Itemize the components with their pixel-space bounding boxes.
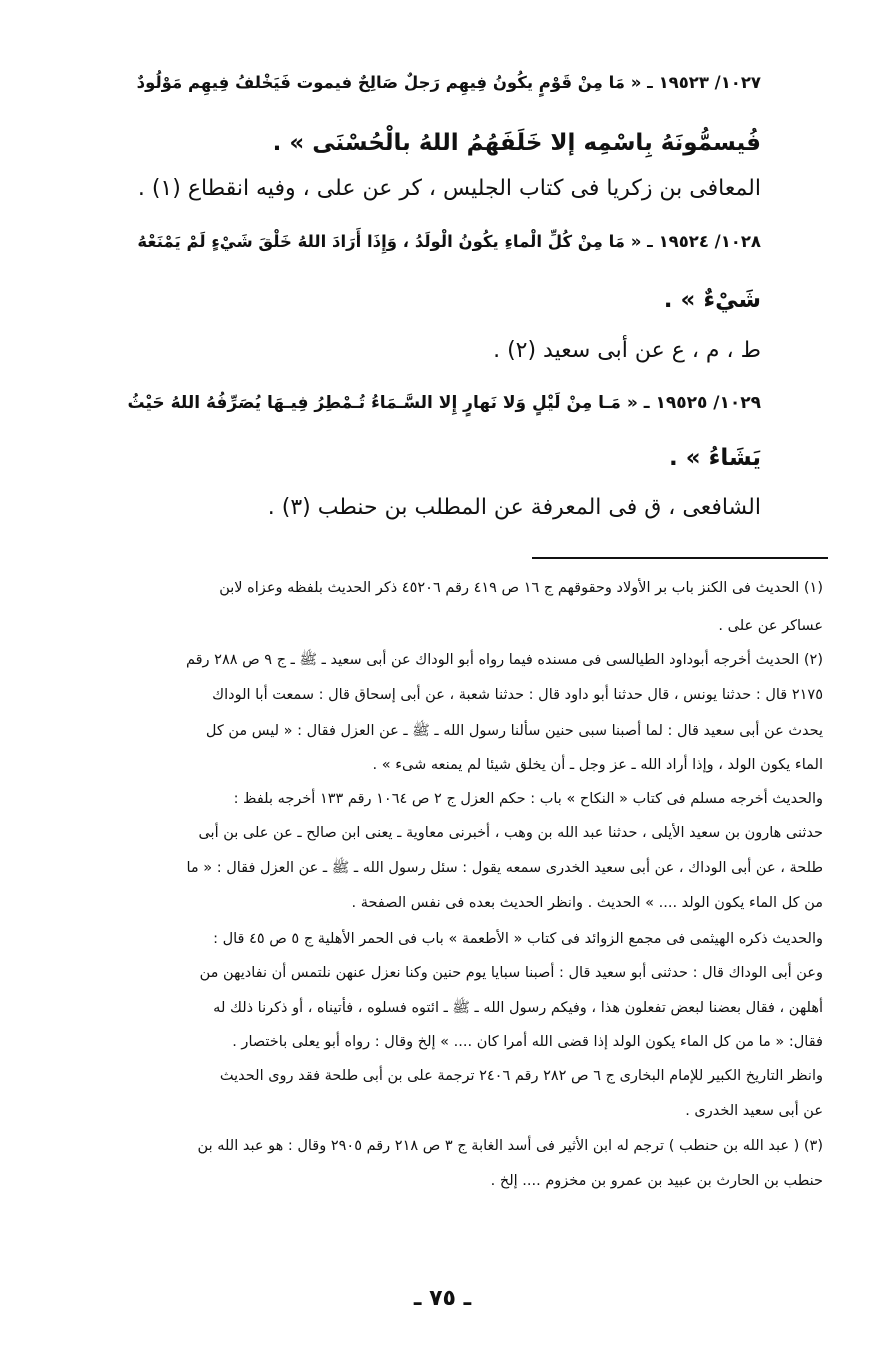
page-number: ـ ٧٥ ـ — [413, 1286, 472, 1311]
footnote-2-line-14: عن أبى سعيد الخدرى . — [685, 1103, 823, 1119]
footnote-2-line-6: حدثنى هارون بن سعيد الأيلى ، حدثنا عبد الله بن وهب ، أخبرنى معاوية ـ يعنى ابن صالح ـ عن على بن أبى — [198, 825, 823, 841]
hadith-1027-line-1: ١٠٢٧/ ١٩٥٢٣ ـ « مَا مِنْ قَوْمٍ يكُونُ فِيهِم رَجلٌ صَالِحٌ فيموت فَيَخْلفُ فِيهِم مَوْلُودٌ — [136, 73, 761, 92]
hadith-1027-source: المعافى بن زكريا فى كتاب الجليس ، كر عن على ، وفيه انقطاع (١) . — [137, 176, 761, 201]
footnote-2-line-2: ٢١٧٥ قال : حدثنا يونس ، قال حدثنا أبو داود قال : حدثنا شعبة ، عن أبى إسحاق قال : سمعت أبا الوداك — [212, 687, 823, 703]
hadith-1027-line-2: فُيسمُّونَهُ بِاسْمِه إلا خَلَفَهُمُ اللهُ بالْحُسْنَى » . — [272, 130, 761, 156]
footnote-2-line-8: من كل الماء يكون الولد .... » الحديث . وانظر الحديث بعده فى نفس الصفحة . — [351, 895, 823, 911]
footnote-2-line-3: يحدث عن أبى سعيد قال : لما أصبنا سبى حنين سألنا رسول الله ـ ﷺ ـ عن العزل فقال : « ليس من كل — [205, 723, 823, 739]
footnote-2-line-9: والحديث ذكره الهيثمى فى مجمع الزوائد فى كتاب « الأطعمة » باب فى الحمر الأهلية ج ٥ ص ٤٥ قال : — [213, 931, 823, 947]
footnote-2-line-4: الماء يكون الولد ، وإذا أراد الله ـ عز وجل ـ أن يخلق شيئا لم يمنعه شىء » . — [372, 757, 823, 773]
footnote-2-line-13: وانظر التاريخ الكبير للإمام البخارى ج ٦ ص ٢٨٢ رقم ٢٤٠٦ ترجمة على بن أبى طلحة فقد روى الحديث — [219, 1068, 823, 1084]
footnote-2-line-7: طلحة ، عن أبى الوداك ، عن أبى سعيد الخدرى سمعه يقول : سئل رسول الله ـ ﷺ ـ عن العزل فقال : « ما — [186, 860, 823, 876]
footnote-2-line-1: (٢) الحديث أخرجه أبوداود الطيالسى فى مسنده فيما رواه أبو الوداك عن أبى سعيد ـ ﷺ ـ ج ٩ ص ٢٨٨ رقم — [185, 652, 823, 668]
footnote-2-line-5: والحديث أخرجه مسلم فى كتاب « النكاح » باب : حكم العزل ج ٢ ص ١٠٦٤ رقم ١٣٣ أخرجه بلفظ : — [233, 791, 823, 807]
footnote-2-line-10: وعن أبى الوداك قال : حدثنى أبو سعيد قال : أصبنا سبايا يوم حنين وكنا نعزل عنهن نلتمس أن نفاديهن من — [199, 965, 823, 981]
hadith-1028-line-1: ١٠٢٨/ ١٩٥٢٤ ـ « مَا مِنْ كُلِّ الْماءِ يكُونُ الْولَدُ ، وَإِذَا أَرَادَ اللهُ خَلْقَ شَيْءٍ لَمْ يَمْنَعْهُ — [137, 232, 761, 251]
hadith-1028-line-2: شَيْءٌ » . — [663, 287, 761, 313]
hadith-1028-source: ط ، م ، ع عن أبى سعيد (٢) . — [493, 338, 761, 363]
hadith-1029-source: الشافعى ، ق فى المعرفة عن المطلب بن حنطب (٣) . — [267, 495, 761, 520]
footnote-2-line-11: أهلهن ، فقال بعضنا لبعض تفعلون هذا ، وفيكم رسول الله ـ ﷺ ـ ائتوه فسلوه ، فأتيناه ، أو ذكرنا ذلك له — [213, 1000, 823, 1016]
footnote-divider — [532, 557, 828, 559]
footnote-3-line-2: حنطب بن الحارث بن عبيد بن عمرو بن مخزوم .... إلخ . — [490, 1173, 823, 1189]
hadith-1029-line-1: ١٠٢٩/ ١٩٥٢٥ ـ « مَـا مِنْ لَيْلٍ وَلا نَهارٍ إِلا السَّـمَاءُ تُـمْطِرُ فِيـهَا يُصَرِّفُهُ اللهُ حَيْثُ — [127, 393, 761, 413]
footnote-1-line-1: (١) الحديث فى الكنز باب بر الأولاد وحقوقهم ج ١٦ ص ٤١٩ رقم ٤٥٢٠٦ ذكر الحديث بلفظه وعزاه لابن — [219, 580, 823, 596]
hadith-1029-line-2: يَشَاءُ » . — [668, 445, 761, 471]
footnote-1-line-2: عساكر عن على . — [718, 618, 823, 634]
footnote-2-line-12: فقال: « ما من كل الماء يكون الولد إذا قضى الله أمرا كان .... » إلخ وقال : رواه أبو يعلى باختصار . — [232, 1034, 823, 1050]
footnote-3-line-1: (٣) ( عبد الله بن حنطب ) ترجم له ابن الأثير فى أسد الغابة ج ٣ ص ٢١٨ رقم ٢٩٠٥ وقال : هو عبد الله بن — [197, 1138, 823, 1154]
